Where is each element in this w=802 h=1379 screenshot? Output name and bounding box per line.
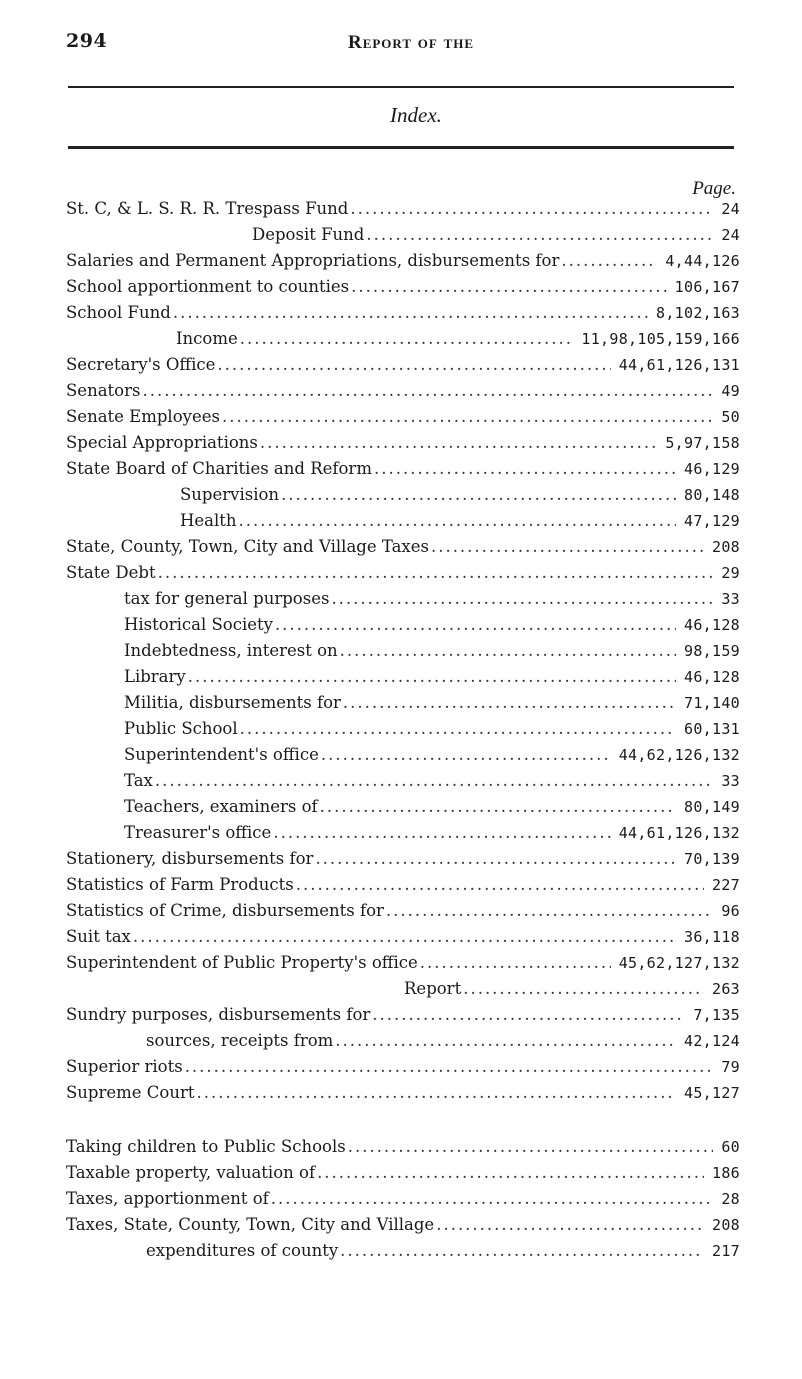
running-head: Report of the [347,32,475,53]
index-entry [66,586,740,612]
entry-pages: 208 [712,1216,740,1234]
dot-leader [372,1002,685,1028]
index-entry [66,196,740,222]
dot-leader [240,716,676,742]
entry-pages: 24 [721,226,740,244]
index-entry [66,1054,740,1080]
entry-label: Indebtedness, interest on [124,641,338,660]
index-entries [66,196,740,1264]
entry-pages: 60,131 [684,720,740,738]
entry-pages: 98,159 [684,642,740,660]
index-entry [66,1238,740,1264]
index-entry [66,378,740,404]
index-entry [66,508,740,534]
dot-leader [317,1160,704,1186]
dot-leader [350,196,713,222]
entry-label: Senators [66,381,141,400]
index-entry [66,794,740,820]
index-entry [66,690,740,716]
index-entry [66,352,740,378]
dot-leader [260,430,657,456]
entry-pages: 186 [712,1164,740,1182]
index-entry [66,716,740,742]
entry-pages: 96 [721,902,740,920]
entry-pages: 227 [712,876,740,894]
dot-leader [374,456,676,482]
dot-leader [271,1186,714,1212]
entry-label: Deposit Fund [252,225,365,244]
dot-leader [173,300,648,326]
entry-pages: 11,98,105,159,166 [581,330,740,348]
index-entry [66,1212,740,1238]
entry-pages: 45,62,127,132 [618,954,740,972]
index-entry [66,1186,740,1212]
dot-leader [188,664,676,690]
entry-pages: 70,139 [684,850,740,868]
index-entry [66,560,740,586]
entry-pages: 46,128 [684,616,740,634]
entry-pages: 29 [721,564,740,582]
entry-label: Treasurer's office [124,823,272,842]
index-entry [66,1028,740,1054]
entry-pages: 50 [721,408,740,426]
entry-label: Taking children to Public Schools [66,1137,346,1156]
dot-leader [436,1212,704,1238]
entry-pages: 7,135 [693,1006,740,1024]
entry-pages: 80,148 [684,486,740,504]
dot-leader [217,352,610,378]
index-entry [66,430,740,456]
index-entry [66,534,740,560]
entry-pages: 24 [721,200,740,218]
entry-label: Sundry purposes, disbursements for [66,1005,371,1024]
entry-pages: 45,127 [684,1084,740,1102]
index-entry [66,950,740,976]
entry-pages: 49 [721,382,740,400]
index-entry [66,820,740,846]
entry-label: Senate Employees [66,407,220,426]
dot-leader [239,508,676,534]
entry-label: Income [176,329,238,348]
index-entry [66,768,740,794]
dot-leader [133,924,676,950]
index-entry [66,924,740,950]
entry-label: Salaries and Permanent Appropriations, disbursements for [66,251,560,270]
entry-label: Superintendent of Public Property's office [66,953,418,972]
index-entry [66,222,740,248]
entry-label: Tax [124,771,153,790]
index-entry [66,638,740,664]
dot-leader [335,1028,676,1054]
page-column-label: Page. [692,178,736,199]
entry-pages: 46,128 [684,668,740,686]
entry-label: Taxes, apportionment of [66,1189,269,1208]
entry-pages: 46,129 [684,460,740,478]
index-entry [66,1080,740,1106]
top-rule [68,86,734,88]
index-entry [66,976,740,1002]
index-entry [66,846,740,872]
entry-label: Stationery, disbursements for [66,849,314,868]
dot-leader [185,1054,714,1080]
dot-leader [240,326,574,352]
entry-label: tax for general purposes [124,589,330,608]
index-entry [66,1002,740,1028]
dot-leader [222,404,713,430]
dot-leader [431,534,704,560]
dot-leader [561,248,657,274]
dot-leader [158,560,714,586]
dot-leader [273,820,610,846]
index-entry [66,1134,740,1160]
entry-pages: 4,44,126 [665,252,740,270]
entry-label: School apportionment to counties [66,277,350,296]
dot-leader [296,872,704,898]
index-entry [66,664,740,690]
entry-label: Historical Society [124,615,273,634]
entry-label: Supreme Court [66,1083,195,1102]
entry-label: Statistics of Crime, disbursements for [66,901,384,920]
entry-pages: 47,129 [684,512,740,530]
page-number: 294 [66,30,108,52]
index-entry [66,482,740,508]
dot-leader [343,690,676,716]
dot-leader [340,1238,704,1264]
entry-label: Special Appropriations [66,433,258,452]
entry-pages: 217 [712,1242,740,1260]
entry-label: Supervision [180,485,280,504]
entry-label: Superintendent's office [124,745,319,764]
entry-label: Teachers, examiners of [124,797,318,816]
entry-pages: 28 [721,1190,740,1208]
index-entry [66,742,740,768]
dot-leader [386,898,713,924]
section-title: Index. [390,103,442,127]
entry-label: Health [180,511,237,530]
entry-label: Statistics of Farm Products [66,875,294,894]
entry-label: Public School [124,719,238,738]
entry-label: School Fund [66,303,171,322]
entry-pages: 42,124 [684,1032,740,1050]
entry-pages: 44,61,126,131 [618,356,740,374]
entry-label: State, County, Town, City and Village Taxes [66,537,429,556]
entry-label: Militia, disbursements for [124,693,341,712]
index-entry [66,872,740,898]
entry-pages: 5,97,158 [665,434,740,452]
dot-leader [321,742,611,768]
entry-pages: 44,61,126,132 [618,824,740,842]
index-entry [66,898,740,924]
entry-pages: 263 [712,980,740,998]
dot-leader [142,378,713,404]
index-entry [66,326,740,352]
entry-pages: 79 [721,1058,740,1076]
entry-label: Report [404,979,462,998]
index-entry [66,1160,740,1186]
bottom-rule [68,146,734,149]
dot-leader [281,482,676,508]
entry-label: Taxes, State, County, Town, City and Village [66,1215,435,1234]
dot-leader [197,1080,676,1106]
index-entry [66,274,740,300]
dot-leader [420,950,611,976]
entry-label: sources, receipts from [146,1031,334,1050]
entry-pages: 33 [721,772,740,790]
entry-label: Secretary's Office [66,355,216,374]
entry-label: Suit tax [66,927,131,946]
dot-leader [348,1134,714,1160]
dot-leader [340,638,676,664]
entry-pages: 60 [721,1138,740,1156]
entry-pages: 71,140 [684,694,740,712]
index-entry [66,456,740,482]
dot-leader [351,274,667,300]
entry-pages: 8,102,163 [656,304,740,322]
entry-pages: 80,149 [684,798,740,816]
entry-label: State Debt [66,563,156,582]
entry-pages: 44,62,126,132 [618,746,740,764]
dot-leader [463,976,704,1002]
index-entry [66,248,740,274]
entry-pages: 33 [721,590,740,608]
entry-label: State Board of Charities and Reform [66,459,372,478]
dot-leader [320,794,676,820]
index-entry [66,300,740,326]
entry-pages: 106,167 [674,278,740,296]
entry-pages: 36,118 [684,928,740,946]
entry-label: Taxable property, valuation of [66,1163,316,1182]
entry-label: expenditures of county [146,1241,339,1260]
dot-leader [366,222,713,248]
entry-pages: 208 [712,538,740,556]
dot-leader [315,846,676,872]
dot-leader [155,768,713,794]
entry-label: Superior riots [66,1057,183,1076]
entry-label: Library [124,667,186,686]
entry-label: St. C, & L. S. R. R. Trespass Fund [66,199,349,218]
index-entry [66,612,740,638]
dot-leader [275,612,676,638]
dot-leader [331,586,713,612]
index-entry [66,404,740,430]
